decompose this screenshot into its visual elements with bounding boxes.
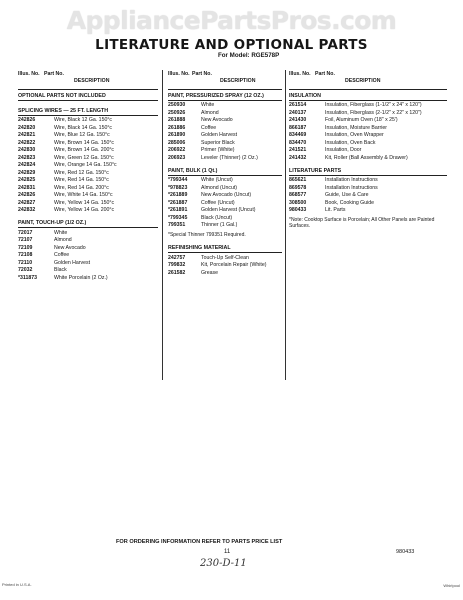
- part-description: New Avocado: [54, 244, 86, 251]
- column-divider: [162, 70, 163, 380]
- column-3: [289, 70, 447, 229]
- part-row: [18, 125, 158, 131]
- part-row: [289, 207, 447, 213]
- part-row: [168, 102, 282, 108]
- part-number: 206922: [168, 147, 186, 154]
- part-number: 242831: [18, 184, 36, 191]
- part-row: [18, 192, 158, 198]
- page-title: LITERATURE AND OPTIONAL PARTS: [95, 37, 368, 53]
- description-header: DESCRIPTION: [74, 78, 110, 84]
- part-header: Part No.: [315, 71, 335, 77]
- part-row: [289, 200, 447, 206]
- part-header: Part No.: [44, 71, 64, 77]
- part-description: Insulation, Oven Back: [325, 139, 376, 146]
- column-header: [289, 70, 447, 90]
- part-row: [289, 192, 447, 198]
- section-title: PAINT, TOUCH-UP (1/2 OZ.): [18, 219, 158, 228]
- part-number: 834469: [289, 132, 307, 139]
- part-row: [18, 230, 158, 236]
- part-row: [18, 275, 158, 281]
- part-number: 799351: [168, 222, 186, 229]
- part-number: *261889: [168, 192, 188, 199]
- part-number: 242830: [18, 147, 36, 154]
- part-number: 799832: [168, 262, 186, 269]
- part-description: Golden Harvest: [201, 132, 238, 139]
- part-description: New Avocado: [201, 117, 233, 124]
- part-description: White (Uncut): [201, 177, 233, 184]
- part-description: Wire, Green 12 Ga. 150°c: [54, 154, 114, 161]
- part-description: Insulation, Moisture Barrier: [325, 124, 387, 131]
- part-description: Golden Harvest (Uncut): [201, 207, 256, 214]
- part-number: 250930: [168, 102, 186, 109]
- part-row: [18, 140, 158, 146]
- part-row: [168, 215, 282, 221]
- part-row: [18, 147, 158, 153]
- part-description: Insulation, Oven Wrapper: [325, 132, 384, 139]
- part-row: [18, 200, 158, 206]
- part-header: Part No.: [192, 71, 212, 77]
- column-header: [168, 70, 282, 90]
- part-row: [18, 155, 158, 161]
- part-row: [168, 155, 282, 161]
- column-2: [168, 70, 282, 276]
- part-number: 242826: [18, 192, 36, 199]
- part-number: 250926: [168, 109, 186, 116]
- part-number: *311873: [18, 274, 38, 281]
- part-number: 868577: [289, 192, 307, 199]
- part-description: Wire, Black 14 Ga. 150°c: [54, 124, 113, 131]
- watermark-logo: AppliancePartsPros.com: [66, 6, 397, 35]
- section-title: LITERATURE PARTS: [289, 167, 447, 176]
- part-description: Wire, Yellow 14 Ga. 150°c: [54, 199, 115, 206]
- part-description: Installation Instructions: [325, 177, 378, 184]
- part-description: Kit, Porcelain Repair (White): [201, 262, 267, 269]
- illus-header: Illus. No.: [168, 71, 190, 77]
- page-number: 11: [224, 549, 231, 555]
- section-title: PAINT, PRESSURIZED SPRAY (12 OZ.): [168, 92, 282, 101]
- part-number: 72017: [18, 229, 33, 236]
- part-number: *261891: [168, 207, 188, 214]
- part-description: White: [54, 229, 68, 236]
- part-number: 261886: [168, 124, 186, 131]
- part-description: Almond: [54, 237, 72, 244]
- part-row: [289, 132, 447, 138]
- bottom-right-note: Whirlpool: [443, 583, 460, 588]
- column-header: [18, 70, 158, 90]
- part-row: [18, 177, 158, 183]
- part-row: [18, 252, 158, 258]
- bottom-left-note: Printed in U.S.A.: [2, 582, 32, 587]
- model-line: For Model: RGE578P: [218, 52, 280, 59]
- part-description: Thinner (1 Gal.): [201, 222, 238, 229]
- part-number: 242757: [168, 254, 186, 261]
- part-description: Wire, Red 14 Ga. 150°c: [54, 177, 109, 184]
- part-row: [18, 237, 158, 243]
- part-description: Almond (Uncut): [201, 184, 238, 191]
- part-description: Installation Instructions: [325, 184, 378, 191]
- part-row: [18, 117, 158, 123]
- part-row: [289, 155, 447, 161]
- part-row: [168, 177, 282, 183]
- part-number: 242821: [18, 132, 36, 139]
- part-number: 242825: [18, 177, 36, 184]
- note-text: *Note: Cooktop Surface is Porcelain; All Other Panels are Painted Surfaces.: [289, 217, 435, 230]
- part-description: Insulation, Fiberglass (2-1/2" x 22" x 120"): [325, 109, 422, 116]
- part-row: [289, 177, 447, 183]
- part-row: [168, 255, 282, 261]
- part-number: 242824: [18, 162, 36, 169]
- part-row: [168, 207, 282, 213]
- part-row: [168, 125, 282, 131]
- part-description: Wire, Orange 14 Ga. 150°c: [54, 162, 117, 169]
- part-description: Kit, Roller (Ball Assembly & Drawer): [325, 154, 408, 161]
- part-row: [168, 222, 282, 228]
- part-number: 308500: [289, 199, 307, 206]
- description-header: DESCRIPTION: [220, 78, 256, 84]
- note-text: *Special Thinner 799351 Required.: [168, 232, 246, 239]
- part-number: 72032: [18, 267, 33, 274]
- part-description: Wire, Blue 12 Ga. 150°c: [54, 132, 110, 139]
- part-number: *799344: [168, 177, 188, 184]
- part-description: Wire, White 14 Ga. 150°c: [54, 192, 113, 199]
- part-description: Wire, Brown 14 Ga. 150°c: [54, 139, 115, 146]
- part-description: Primer (White): [201, 147, 235, 154]
- part-description: Almond: [201, 109, 219, 116]
- part-description: New Avocado (Uncut): [201, 192, 252, 199]
- part-number: 261514: [289, 102, 307, 109]
- part-row: [289, 147, 447, 153]
- part-description: Coffee (Uncut): [201, 199, 235, 206]
- part-row: [18, 162, 158, 168]
- section-title: PAINT, BULK (1 Qt.): [168, 167, 282, 176]
- section-title: OPTIONAL PARTS NOT INCLUDED: [18, 92, 158, 101]
- part-description: Insulation, Fiberglass (1-1/2" x 24" x 120"): [325, 102, 422, 109]
- part-row: [289, 110, 447, 116]
- part-description: Coffee: [54, 252, 70, 259]
- part-description: Wire, Brown 14 Ga. 200°c: [54, 147, 115, 154]
- part-description: Wire, Red 14 Ga. 200°c: [54, 184, 109, 191]
- part-description: Wire, Yellow 14 Ga. 200°c: [54, 207, 115, 214]
- part-number: 261888: [168, 117, 186, 124]
- part-number: 242826: [18, 117, 36, 124]
- part-number: 72110: [18, 259, 33, 266]
- part-description: White: [201, 102, 215, 109]
- part-number: 865621: [289, 177, 307, 184]
- part-row: [18, 267, 158, 273]
- part-number: 866187: [289, 124, 307, 131]
- part-row: [168, 185, 282, 191]
- part-number: 241432: [289, 154, 307, 161]
- part-row: [168, 110, 282, 116]
- part-number: 72109: [18, 244, 33, 251]
- part-row: [18, 132, 158, 138]
- part-description: Insulation, Door: [325, 147, 362, 154]
- part-row: [18, 260, 158, 266]
- part-number: 261890: [168, 132, 186, 139]
- illus-header: Illus. No.: [289, 71, 311, 77]
- part-number: 72107: [18, 237, 33, 244]
- part-number: *799345: [168, 214, 188, 221]
- part-row: [168, 192, 282, 198]
- part-description: Black (Uncut): [201, 214, 233, 221]
- part-description: Coffee: [201, 124, 217, 131]
- part-number: 72108: [18, 252, 33, 259]
- column-divider: [285, 70, 286, 380]
- part-description: Foil, Aluminum Oven (18" x 25'): [325, 117, 398, 124]
- part-row: [168, 117, 282, 123]
- part-row: [18, 170, 158, 176]
- part-description: Golden Harvest: [54, 259, 91, 266]
- part-number: 980433: [289, 207, 307, 214]
- part-row: [168, 270, 282, 276]
- part-number: 242820: [18, 124, 36, 131]
- part-row: [18, 207, 158, 213]
- part-row: [18, 185, 158, 191]
- part-row: [289, 102, 447, 108]
- part-row: [168, 132, 282, 138]
- part-description: Lit. Parts: [325, 207, 346, 214]
- handwritten-note: 230-D-11: [200, 558, 247, 569]
- part-row: [168, 140, 282, 146]
- part-number: 869578: [289, 184, 307, 191]
- part-number: 834470: [289, 139, 307, 146]
- ordering-info-footer: FOR ORDERING INFORMATION REFER TO PARTS PRICE LIST: [116, 539, 283, 545]
- part-row: [289, 140, 447, 146]
- part-description: White Porcelain (2 Oz.): [54, 274, 108, 281]
- part-description: Touch-Up Self-Clean: [201, 254, 249, 261]
- part-number: 206923: [168, 154, 186, 161]
- part-number: 242822: [18, 139, 36, 146]
- illus-header: Illus. No.: [18, 71, 40, 77]
- part-description: Leveler (Thinner) (2 Oz.): [201, 154, 258, 161]
- part-row: [18, 245, 158, 251]
- part-number: *978823: [168, 184, 188, 191]
- part-row: [289, 185, 447, 191]
- part-row: [289, 117, 447, 123]
- section-title: INSULATION: [289, 92, 447, 101]
- part-number: 285006: [168, 139, 186, 146]
- part-description: Book, Cooking Guide: [325, 199, 375, 206]
- part-number: 242827: [18, 199, 36, 206]
- part-description: Guide, Use & Care: [325, 192, 369, 199]
- part-number: 241521: [289, 147, 307, 154]
- part-row: [289, 125, 447, 131]
- section-title: REFINISHING MATERIAL: [168, 244, 282, 253]
- part-row: [168, 200, 282, 206]
- part-number: 242823: [18, 154, 36, 161]
- part-number: 242832: [18, 207, 36, 214]
- section-title: SPLICING WIRES — 25 FT. LENGTH: [18, 107, 158, 116]
- part-number: *261887: [168, 199, 188, 206]
- document-code: 980433: [396, 549, 415, 555]
- part-description: Superior Black: [201, 139, 235, 146]
- part-description: Wire, Black 12 Ga. 150°c: [54, 117, 113, 124]
- part-description: Wire, Red 12 Ga. 150°c: [54, 169, 109, 176]
- part-number: 261582: [168, 269, 186, 276]
- part-number: 240137: [289, 109, 307, 116]
- part-description: Black: [54, 267, 67, 274]
- part-row: [168, 262, 282, 268]
- part-description: Grease: [201, 269, 219, 276]
- column-1: [18, 70, 158, 281]
- part-number: 241430: [289, 117, 307, 124]
- description-header: DESCRIPTION: [345, 78, 381, 84]
- part-row: [168, 147, 282, 153]
- part-number: 242829: [18, 169, 36, 176]
